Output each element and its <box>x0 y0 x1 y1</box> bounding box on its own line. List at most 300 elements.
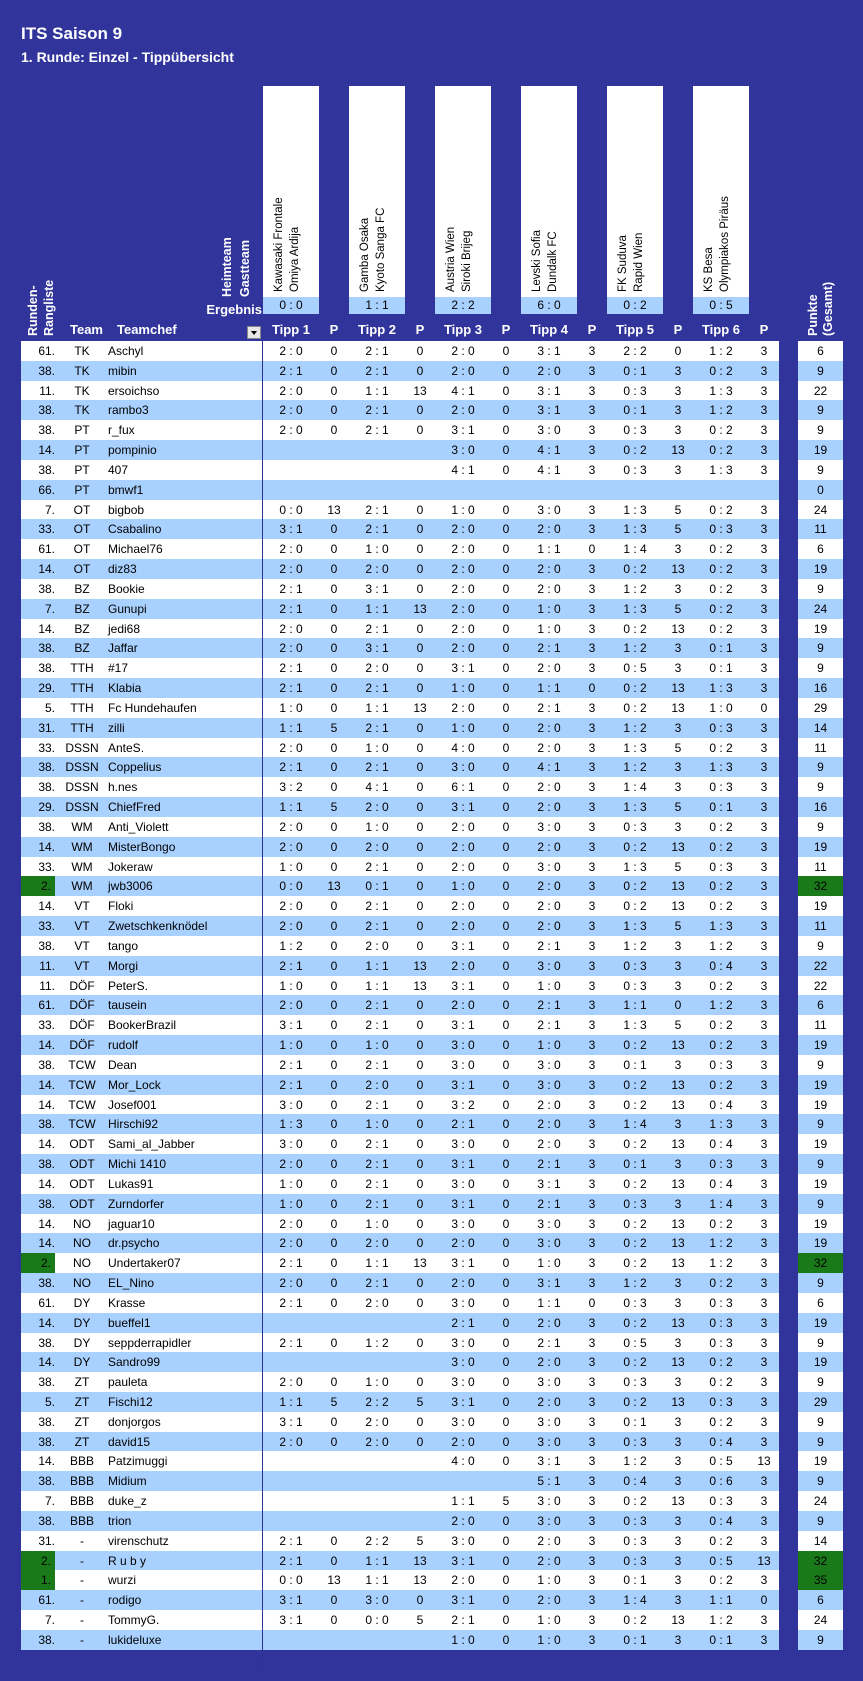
table-row <box>21 381 262 401</box>
tipp-cell: 2 : 2 <box>365 1394 389 1409</box>
rank-cell: 14. <box>38 1454 55 1469</box>
total-points-cell: 19 <box>813 1315 828 1330</box>
tipp-points-cell: 0 <box>674 998 682 1013</box>
filter-dropdown-button[interactable] <box>247 326 261 339</box>
tipp-points-cell: 3 <box>588 1256 596 1271</box>
tipp-points-cell: 3 <box>588 462 596 477</box>
tipp-points-cell: 0 <box>416 542 424 557</box>
tipp-points-cell: 3 <box>588 998 596 1013</box>
tipp-points-cell: 3 <box>760 1137 768 1152</box>
tipp-points-cell: 0 <box>502 899 510 914</box>
total-points-cell: 9 <box>817 641 824 656</box>
tipp-cell: 3 : 1 <box>537 1176 561 1191</box>
tipp-cell: 1 : 1 <box>365 383 389 398</box>
tipp-points-cell: 3 <box>588 581 596 596</box>
total-points-cell: 9 <box>817 1117 824 1132</box>
tipp-points-cell: 3 <box>760 542 768 557</box>
teamchef-cell: PeterS. <box>108 978 149 993</box>
tipp-cell: 2 : 0 <box>279 423 303 438</box>
rank-cell: 14. <box>38 899 55 914</box>
tipp-column-header: Tipp 3 <box>443 322 483 337</box>
teamchef-cell: virenschutz <box>108 1533 169 1548</box>
tipp-points-cell: 0 <box>502 740 510 755</box>
tipp-points-cell: 0 <box>502 800 510 815</box>
tipp-points-cell: 0 <box>416 1196 424 1211</box>
tipp-cell: 3 : 0 <box>451 1137 475 1152</box>
tipp-points-cell: 3 <box>760 859 768 874</box>
tipp-cell <box>349 440 405 460</box>
table-row <box>798 381 843 401</box>
tipp-cell: 2 : 1 <box>279 1553 303 1568</box>
tipp-points-cell: 3 <box>588 859 596 874</box>
tipp-cell: 2 : 0 <box>279 344 303 358</box>
tipp-points-cell: 0 <box>502 1315 510 1330</box>
tipp-cell: 1 : 0 <box>365 1038 389 1053</box>
tipp-cell: 2 : 1 <box>279 1057 303 1072</box>
team-cell: DY <box>73 1335 91 1350</box>
tipp-points-cell: 0 <box>502 522 510 537</box>
tipp-cell <box>349 460 405 480</box>
tipp-points-cell <box>405 1630 435 1650</box>
table-row <box>263 1392 779 1412</box>
tipp-cell: 0 : 2 <box>709 1077 733 1092</box>
tipp-cell: 1 : 0 <box>279 700 303 715</box>
team-cell: OT <box>73 542 91 557</box>
team-cell: TTH <box>70 720 94 735</box>
table-row <box>798 1154 843 1174</box>
teamchef-cell: BookerBrazil <box>108 1018 177 1033</box>
table-row <box>798 936 843 956</box>
tipp-points-cell: 0 <box>502 1593 510 1608</box>
tipp-points-cell: 3 <box>588 1513 596 1528</box>
table-row <box>263 658 779 678</box>
total-points-cell: 24 <box>813 1613 828 1628</box>
tipp-points-cell: 3 <box>674 958 682 973</box>
tipp-cell: 0 : 2 <box>709 542 733 557</box>
match-header-1 <box>263 86 319 314</box>
tipp-cell <box>435 480 491 500</box>
tipp-cell: 0 : 2 <box>623 562 647 577</box>
tipp-cell: 1 : 3 <box>623 859 647 874</box>
tipp-points-cell: 13 <box>671 1394 685 1409</box>
tipp-cell: 0 : 1 <box>623 1632 647 1647</box>
tipp-cell: 3 : 1 <box>279 1414 303 1429</box>
tipp-points-cell: 13 <box>671 1613 685 1628</box>
tipp-points-cell: 13 <box>671 1236 685 1251</box>
tipp-cell: 3 : 2 <box>451 1097 475 1112</box>
tipp-cell: 2 : 0 <box>537 1137 561 1152</box>
tipp-points-cell: 3 <box>674 1057 682 1072</box>
tipp-cell: 0 : 3 <box>623 462 647 477</box>
tipp-cell: 1 : 2 <box>709 1256 733 1271</box>
tipp-points-cell: 3 <box>588 1276 596 1290</box>
team-cell: WM <box>71 839 93 854</box>
rank-cell: 38. <box>38 1632 55 1647</box>
tipp-cell: 2 : 0 <box>451 344 475 358</box>
tipp-points-cell: 13 <box>671 1355 685 1370</box>
tipp-points-cell: 3 <box>760 760 768 775</box>
tipp-points-cell: 0 <box>330 363 338 378</box>
tipp-cell: 2 : 1 <box>365 363 389 378</box>
tipp-cell: 1 : 1 <box>365 601 389 616</box>
tipp-points-cell: 0 <box>416 1414 424 1429</box>
tipp-points-cell: 3 <box>588 1414 596 1429</box>
tipp-cell: 0 : 1 <box>709 641 733 656</box>
tipp-cell: 2 : 0 <box>537 363 561 378</box>
tipp-points-cell: 3 <box>760 1176 768 1191</box>
table-row <box>263 381 779 401</box>
total-points-cell: 19 <box>813 1038 828 1053</box>
table-row <box>263 757 779 777</box>
table-row <box>263 817 779 837</box>
table-row <box>263 1471 779 1491</box>
table-row <box>798 1432 843 1452</box>
table-row <box>798 341 843 361</box>
table-row <box>263 1174 779 1194</box>
table-row <box>21 519 262 539</box>
tipp-cell: 1 : 2 <box>623 720 647 735</box>
team-cell: TCW <box>68 1077 96 1092</box>
table-row <box>263 698 779 718</box>
tipp-points-cell: 3 <box>674 1513 682 1528</box>
table-row <box>798 400 843 420</box>
table-row <box>798 579 843 599</box>
tipp-cell: 2 : 1 <box>451 1117 475 1132</box>
tipp-cell: 2 : 1 <box>279 958 303 973</box>
tipp-cell: 3 : 0 <box>451 443 475 458</box>
tipp-cell: 1 : 2 <box>709 1613 733 1628</box>
table-row <box>798 440 843 460</box>
tipp-cell: 2 : 0 <box>365 1236 389 1251</box>
tipp-points-cell: 3 <box>760 1038 768 1053</box>
match-teams <box>349 86 405 296</box>
tipp-points-cell: 3 <box>760 978 768 993</box>
table-row <box>263 956 779 976</box>
rank-cell: 33. <box>38 740 55 755</box>
tipp-points-cell: 0 <box>502 601 510 616</box>
tipp-cell: 1 : 1 <box>365 1553 389 1568</box>
tipp-cell: 3 : 0 <box>537 859 561 874</box>
tipp-cell: 2 : 0 <box>279 403 303 418</box>
table-row <box>21 817 262 837</box>
tipp-points-cell: 3 <box>588 1057 596 1072</box>
tipp-cell: 3 : 0 <box>537 819 561 834</box>
team-cell: BZ <box>74 581 90 596</box>
tipp-points-cell: 3 <box>760 780 768 795</box>
tipp-points-cell: 13 <box>413 1256 427 1271</box>
tipp-cell: 3 : 1 <box>451 1394 475 1409</box>
tipp-cell: 1 : 1 <box>451 1494 475 1509</box>
tipp-cell: 2 : 0 <box>365 800 389 815</box>
tipp-cell: 0 : 0 <box>365 1613 389 1628</box>
tipp-points-cell: 3 <box>588 958 596 973</box>
tipp-cell: 0 : 4 <box>709 1513 733 1528</box>
table-row <box>263 1293 779 1313</box>
tipp-points-cell: 0 <box>330 403 338 418</box>
tipp-cell: 2 : 0 <box>537 720 561 735</box>
tipp-cell: 1 : 4 <box>623 542 647 557</box>
rank-cell: 14. <box>38 1038 55 1053</box>
table-row <box>21 1511 262 1531</box>
table-row <box>798 599 843 619</box>
tipp-points-cell: 3 <box>674 581 682 596</box>
match-teams <box>263 86 319 296</box>
tipp-points-cell: 5 <box>416 1394 424 1409</box>
tipp-cell: 0 : 2 <box>623 1216 647 1231</box>
table-row <box>798 1352 843 1372</box>
teamchef-cell: duke_z <box>108 1494 147 1509</box>
tipp-points-cell: 0 <box>330 423 338 438</box>
tipp-cell: 2 : 1 <box>537 1335 561 1350</box>
tipp-cell: 0 : 2 <box>709 443 733 458</box>
total-points-cell: 0 <box>817 482 824 497</box>
rank-cell: 33. <box>38 522 55 537</box>
team-cell: ZT <box>74 1434 90 1449</box>
tipp-cell: 1 : 0 <box>279 1196 303 1211</box>
away-team-name: Siroki Brijeg <box>461 230 473 292</box>
tipp-cell: 2 : 0 <box>537 879 561 894</box>
tipp-cell: 2 : 1 <box>365 502 389 517</box>
tipp-cell: 3 : 1 <box>451 423 475 438</box>
tipp-points-cell: 0 <box>330 383 338 398</box>
tipp-cell: 3 : 1 <box>537 1454 561 1469</box>
tipp-cell: 3 : 1 <box>451 1018 475 1033</box>
rank-header-line1: Runden- <box>26 285 40 336</box>
tipp-cell: 0 : 2 <box>709 1038 733 1053</box>
tipp-cell: 3 : 1 <box>279 1593 303 1608</box>
tipp-cell: 1 : 1 <box>365 978 389 993</box>
team-cell: DY <box>73 1295 91 1310</box>
total-points-cell: 9 <box>817 581 824 596</box>
tipp-cell: 0 : 3 <box>709 1394 733 1409</box>
tipp-points-cell: 3 <box>760 1375 768 1390</box>
tipp-cell: 3 : 0 <box>537 1077 561 1092</box>
teamchef-cell: Dean <box>108 1057 137 1072</box>
table-row <box>21 539 262 559</box>
team-cell: DSSN <box>65 740 99 755</box>
team-cell: TCW <box>68 1097 96 1112</box>
tipp-cell: 2 : 1 <box>451 1315 475 1330</box>
table-row <box>21 678 262 698</box>
table-row <box>798 876 843 896</box>
tipp-points-cell: 5 <box>330 720 338 735</box>
tipp-cell <box>693 480 749 500</box>
tipp-cell: 2 : 1 <box>279 1295 303 1310</box>
team-cell: TTH <box>70 661 94 676</box>
teamchef-cell: Josef001 <box>108 1097 157 1112</box>
total-points-cell: 9 <box>817 1414 824 1429</box>
table-row <box>798 559 843 579</box>
tipp-points-cell: 13 <box>671 681 685 696</box>
tipp-points-cell: 0 <box>416 1018 424 1033</box>
tipp-cell: 0 : 3 <box>623 1533 647 1548</box>
tipp-points-cell: 3 <box>760 1494 768 1509</box>
tipp-cell: 0 : 2 <box>709 819 733 834</box>
tipp-points-cell: 3 <box>760 938 768 953</box>
table-row <box>21 440 262 460</box>
rank-cell: 38. <box>38 1434 55 1449</box>
team-cell: WM <box>71 859 93 874</box>
tipp-points-cell: 3 <box>674 1434 682 1449</box>
total-points-cell: 24 <box>813 1494 828 1509</box>
tipp-points-cell: 3 <box>588 1494 596 1509</box>
tipp-points-cell: 3 <box>760 1077 768 1092</box>
tipp-cell: 2 : 0 <box>279 562 303 577</box>
tipp-points-cell: 0 <box>330 1256 338 1271</box>
tipp-cell: 2 : 1 <box>365 919 389 934</box>
total-points-cell: 11 <box>814 859 827 874</box>
rank-cell: 11. <box>39 978 55 993</box>
tipp-cell: 1 : 0 <box>537 1256 561 1271</box>
tipp-points-cell: 3 <box>674 1414 682 1429</box>
tipp-cell: 2 : 1 <box>279 1533 303 1548</box>
tipp-points-cell: 3 <box>588 899 596 914</box>
tipp-cell: 1 : 0 <box>537 601 561 616</box>
team-cell: PT <box>74 482 90 497</box>
tipp-cell: 3 : 2 <box>279 780 303 795</box>
teamchef-cell: Zurndorfer <box>108 1196 165 1211</box>
tipp-points-cell: 3 <box>588 363 596 378</box>
tipp-cell: 2 : 0 <box>451 522 475 537</box>
tipp-points-cell: 0 <box>416 562 424 577</box>
team-cell: DY <box>73 1315 91 1330</box>
tipp-points-cell <box>319 460 349 480</box>
tipp-points-cell: 3 <box>760 1394 768 1409</box>
tipp-cell: 2 : 0 <box>451 1236 475 1251</box>
tipp-points-cell: 0 <box>330 1414 338 1429</box>
team-cell: ODT <box>69 1157 95 1172</box>
team-cell: BZ <box>74 601 90 616</box>
tipp-cell: 0 : 6 <box>709 1474 733 1489</box>
tipp-cell: 2 : 0 <box>279 621 303 636</box>
tipp-points-cell: 0 <box>416 681 424 696</box>
tipp-points-cell <box>749 480 779 500</box>
teamchef-cell: bigbob <box>108 502 145 517</box>
tipp-points-cell: 3 <box>760 958 768 973</box>
table-row <box>798 995 843 1015</box>
tipp-points-cell: 0 <box>502 462 510 477</box>
tipp-points-cell: 13 <box>327 879 341 894</box>
tipp-points-cell: 3 <box>760 1196 768 1211</box>
tipp-cell: 3 : 0 <box>279 1137 303 1152</box>
tipp-points-cell <box>405 1352 435 1372</box>
tipp-points-cell: 0 <box>502 1414 510 1429</box>
tipp-points-cell: 0 <box>330 998 338 1013</box>
table-row <box>21 896 262 916</box>
tipp-cell: 2 : 1 <box>279 363 303 378</box>
table-row <box>263 1233 779 1253</box>
team-cell: NO <box>73 1216 91 1231</box>
tipp-cell: 2 : 1 <box>365 859 389 874</box>
tipp-points-cell: 0 <box>502 1553 510 1568</box>
tipp-points-cell: 0 <box>416 819 424 834</box>
tipp-cell: 2 : 0 <box>279 1157 303 1172</box>
table-row <box>263 1055 779 1075</box>
tipp-cell: 1 : 0 <box>451 879 475 894</box>
tipp-cell: 2 : 1 <box>365 1097 389 1112</box>
table-row <box>21 1551 262 1571</box>
tipp-cell: 0 : 5 <box>623 661 647 676</box>
tipp-points-cell: 0 <box>416 760 424 775</box>
table-row <box>263 1333 779 1353</box>
tipp-cell: 2 : 1 <box>365 1137 389 1152</box>
tipp-cell: 1 : 3 <box>623 1018 647 1033</box>
points-column-header: P <box>673 322 683 337</box>
tipp-cell: 4 : 1 <box>451 383 475 398</box>
tipp-points-cell: 3 <box>588 562 596 577</box>
tipp-cell: 0 : 4 <box>709 1097 733 1112</box>
tipp-cell: 0 : 4 <box>709 958 733 973</box>
tipp-points-cell: 0 <box>502 1196 510 1211</box>
tipp-cell: 2 : 0 <box>279 740 303 755</box>
tipp-points-cell: 3 <box>760 383 768 398</box>
tipp-cell: 1 : 0 <box>365 1117 389 1132</box>
team-cell: - <box>80 1533 84 1548</box>
match-teams <box>607 86 663 296</box>
table-row <box>263 1273 779 1293</box>
tipp-points-cell: 0 <box>416 1057 424 1072</box>
tipp-points-cell: 0 <box>502 958 510 973</box>
tipp-points-cell: 3 <box>760 462 768 477</box>
rank-cell: 61. <box>38 998 55 1013</box>
tipp-points-cell <box>405 440 435 460</box>
tipp-points-cell: 0 <box>502 383 510 398</box>
tipp-cell <box>349 480 405 500</box>
total-points-cell: 19 <box>813 1216 828 1231</box>
table-row <box>798 420 843 440</box>
tipp-points-cell: 0 <box>330 1038 338 1053</box>
rank-cell: 38. <box>38 661 55 676</box>
table-row <box>263 599 779 619</box>
tipp-cell: 0 : 3 <box>709 1494 733 1509</box>
tipp-cell: 1 : 0 <box>365 740 389 755</box>
tipp-cell: 0 : 2 <box>623 1236 647 1251</box>
rank-cell: 38. <box>38 780 55 795</box>
table-row <box>21 480 262 500</box>
tipp-cell: 4 : 1 <box>451 462 475 477</box>
team-cell: DSSN <box>65 800 99 815</box>
total-points-cell: 19 <box>813 1137 828 1152</box>
total-points-cell: 9 <box>817 1196 824 1211</box>
total-points-cell: 19 <box>813 443 828 458</box>
tipp-cell: 1 : 0 <box>537 621 561 636</box>
points-column-header: P <box>415 322 425 337</box>
tipp-points-cell: 0 <box>502 443 510 458</box>
tipp-cell: 2 : 0 <box>365 938 389 953</box>
tipp-cell: 2 : 1 <box>537 1157 561 1172</box>
rank-cell: 38. <box>38 938 55 953</box>
tipp-points-cell: 0 <box>416 502 424 517</box>
tipp-cell: 2 : 0 <box>537 562 561 577</box>
tipp-cell: 3 : 0 <box>451 1414 475 1429</box>
tipp-points-cell <box>319 1511 349 1531</box>
tipp-cell: 2 : 0 <box>365 661 389 676</box>
rank-cell: 38. <box>38 1196 55 1211</box>
tipp-cell: 2 : 0 <box>451 581 475 596</box>
tipp-cell: 1 : 3 <box>623 522 647 537</box>
team-cell: VT <box>74 919 90 934</box>
tipp-cell: 1 : 1 <box>537 1295 561 1310</box>
tipp-points-cell: 3 <box>760 1216 768 1231</box>
team-cell: TCW <box>68 1057 96 1072</box>
table-row <box>263 1253 779 1273</box>
tipp-points-cell: 3 <box>674 978 682 993</box>
tipp-cell: 1 : 2 <box>623 938 647 953</box>
teamchef-cell: Anti_Violett <box>108 819 169 834</box>
table-row <box>263 500 779 520</box>
tipp-points-cell: 0 <box>416 1137 424 1152</box>
tipp-cell: 2 : 1 <box>279 661 303 676</box>
